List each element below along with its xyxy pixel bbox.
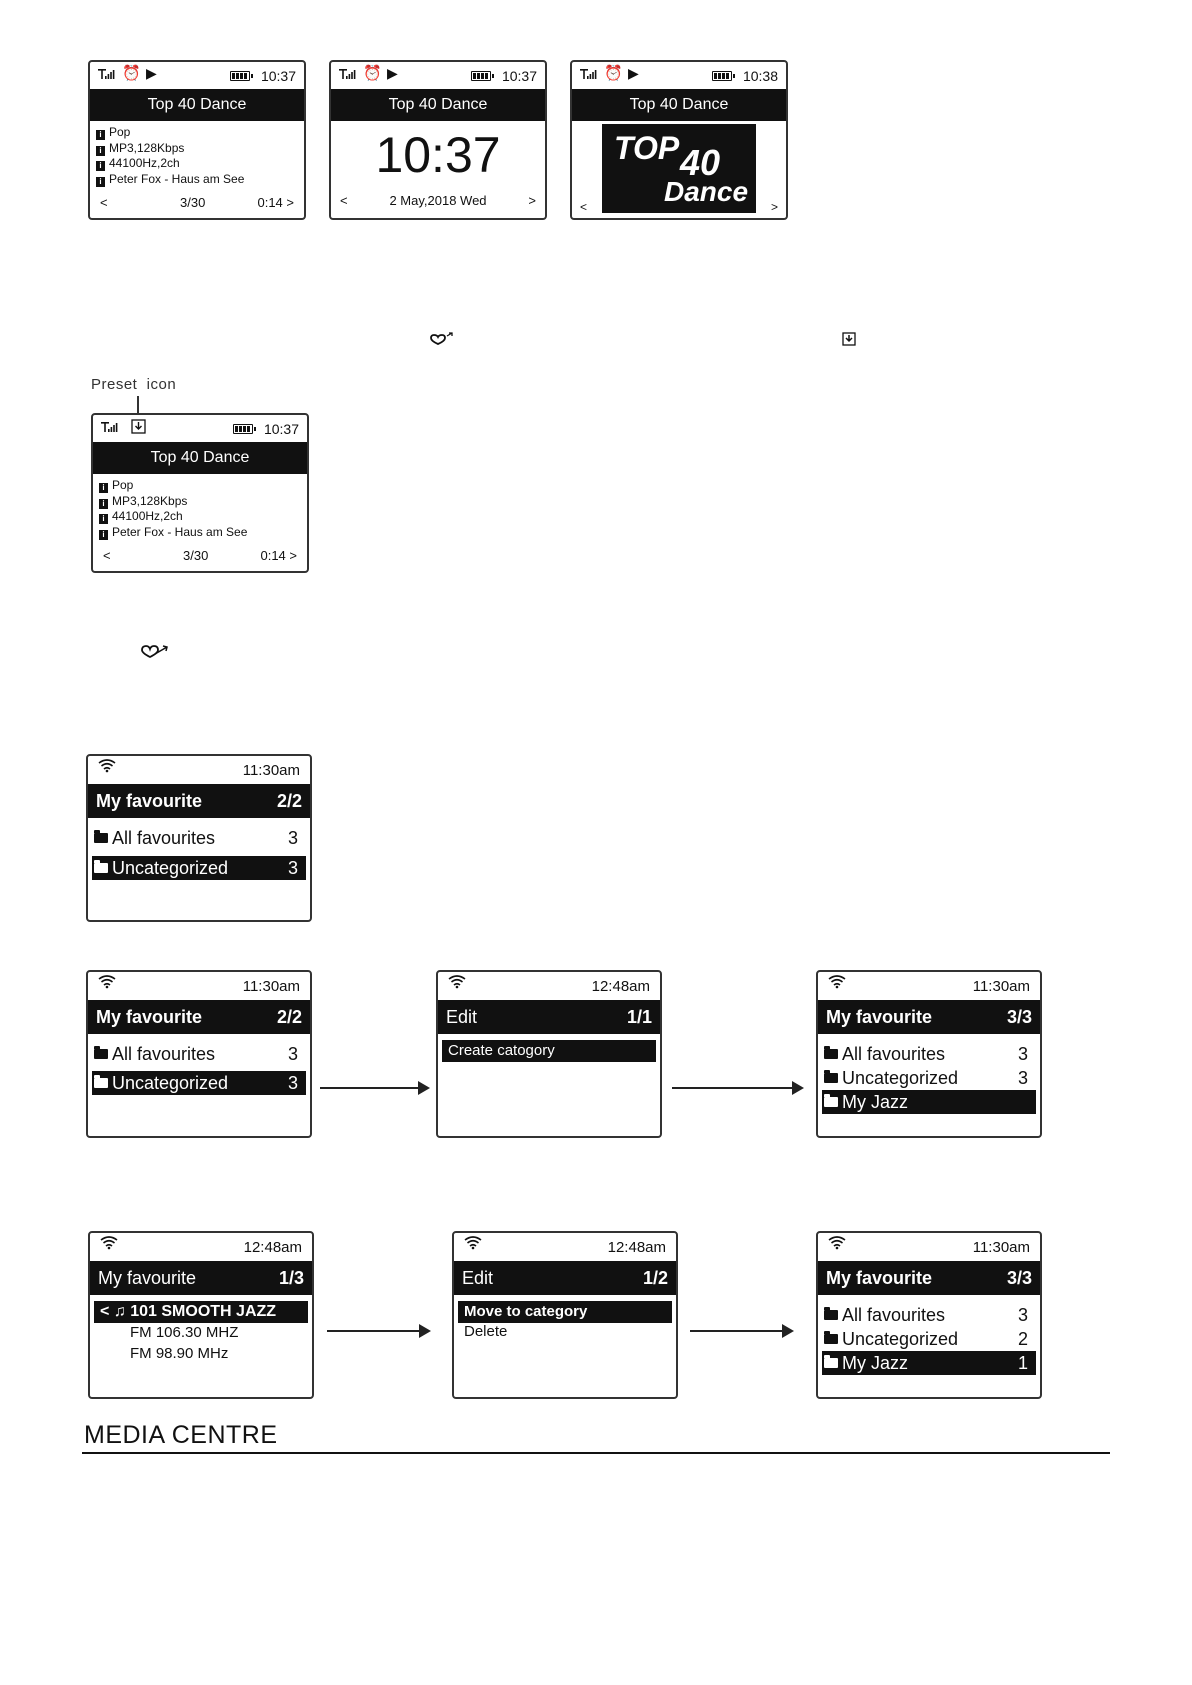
list-title: My favourite xyxy=(96,1007,203,1027)
info-icon: i xyxy=(99,499,108,509)
list-title-bar xyxy=(818,1261,1040,1295)
folder-icon xyxy=(824,1310,838,1320)
info-icon: i xyxy=(99,514,108,524)
folder-icon xyxy=(824,1097,838,1107)
clock-time: 10:37 xyxy=(501,68,537,84)
wifi-icon xyxy=(98,974,116,989)
play-icon: ▶ xyxy=(628,65,639,81)
list-title-bar xyxy=(88,1000,310,1034)
battery-icon xyxy=(233,424,253,434)
folder-icon xyxy=(824,1334,838,1344)
list-title: Edit xyxy=(462,1268,494,1288)
list-count: 1/2 xyxy=(642,1268,668,1288)
clock-time: 12:48am xyxy=(243,1239,302,1256)
station-title-bar xyxy=(331,89,545,121)
battery-icon xyxy=(471,71,491,81)
clock-time: 10:37 xyxy=(260,68,296,84)
signal-icon xyxy=(580,67,598,80)
clock-time: 11:30am xyxy=(242,978,300,995)
track-info-list xyxy=(96,125,244,187)
favourite-screen xyxy=(88,1231,314,1399)
flow-arrow xyxy=(327,1330,429,1332)
station-title-bar xyxy=(93,442,307,474)
info-icon: i xyxy=(96,146,105,156)
track-info-list xyxy=(99,478,247,540)
list-title: Edit xyxy=(446,1007,478,1027)
big-clock: 10:37 xyxy=(375,127,501,183)
play-icon: ▶ xyxy=(387,65,398,81)
preset-icon-caption: Preset icon xyxy=(91,376,177,393)
favourite-screen xyxy=(86,754,312,922)
date-text: 2 May,2018 Wed xyxy=(389,193,487,208)
wifi-icon xyxy=(100,1235,118,1250)
list-item-selected[interactable]: Uncategorized 3 xyxy=(92,1071,306,1095)
folder-icon xyxy=(824,1358,838,1368)
preset-icon xyxy=(131,419,146,434)
menu-item-delete[interactable]: Delete xyxy=(464,1323,508,1340)
list-title-bar xyxy=(438,1000,660,1034)
clock-time: 12:48am xyxy=(607,1239,666,1256)
list-item-selected[interactable]: My Jazz xyxy=(822,1090,1036,1114)
list-title: My favourite xyxy=(826,1268,933,1288)
add-favourite-icon xyxy=(430,332,454,346)
playing-screen-clock xyxy=(329,60,547,220)
playing-screen-logo xyxy=(570,60,788,220)
flow-arrow xyxy=(320,1087,428,1089)
station-logo: TOP 40 Dance xyxy=(602,124,756,213)
favourite-screen xyxy=(86,970,312,1138)
station-title-bar xyxy=(572,89,786,121)
info-row: i MP3,128Kbps xyxy=(96,141,244,157)
elapsed-time: 0:14 > xyxy=(260,548,297,563)
list-item-selected[interactable]: Uncategorized 3 xyxy=(92,856,306,880)
folder-icon xyxy=(94,1049,108,1059)
prev-arrow[interactable]: < xyxy=(100,195,108,210)
station-title: Top 40 Dance xyxy=(388,96,488,113)
list-item[interactable]: All favourites 3 xyxy=(822,1042,1036,1066)
signal-icon xyxy=(101,420,119,433)
menu-item-move-to-category[interactable]: Move to category xyxy=(458,1301,672,1323)
list-title-bar xyxy=(454,1261,676,1295)
info-icon: i xyxy=(96,177,105,187)
list-item[interactable]: Uncategorized 2 xyxy=(822,1327,1036,1351)
remove-favourite-icon xyxy=(141,643,171,659)
edit-screen xyxy=(436,970,662,1138)
next-arrow[interactable]: > xyxy=(770,200,778,214)
next-arrow[interactable]: > xyxy=(528,193,536,208)
folder-icon xyxy=(94,863,108,873)
prev-arrow[interactable]: < xyxy=(580,200,588,214)
folder-icon xyxy=(94,833,108,843)
list-item[interactable]: All favourites 3 xyxy=(822,1303,1036,1327)
wifi-icon xyxy=(448,974,466,989)
info-icon: i xyxy=(96,161,105,171)
clock-time: 10:37 xyxy=(263,421,299,437)
list-item[interactable]: Uncategorized 3 xyxy=(822,1066,1036,1090)
list-title-bar xyxy=(818,1000,1040,1034)
list-count: 1/3 xyxy=(278,1268,304,1288)
play-icon: ▶ xyxy=(146,65,157,81)
info-row: i 44100Hz,2ch xyxy=(99,509,247,525)
list-item[interactable]: All favourites 3 xyxy=(92,826,306,850)
alarm-icon: ⏰ xyxy=(122,65,141,82)
list-item-selected[interactable]: My Jazz 1 xyxy=(822,1351,1036,1375)
alarm-icon: ⏰ xyxy=(363,65,382,82)
favourite-screen xyxy=(816,1231,1042,1399)
list-title: My favourite xyxy=(98,1268,197,1288)
wifi-icon xyxy=(464,1235,482,1250)
wifi-icon xyxy=(828,1235,846,1250)
list-title-bar xyxy=(90,1261,312,1295)
playing-screen-preset xyxy=(91,413,309,573)
clock-time: 11:30am xyxy=(242,762,300,779)
battery-icon xyxy=(712,71,732,81)
station-title: Top 40 Dance xyxy=(629,96,729,113)
info-row: i Pop xyxy=(99,478,247,494)
station-title: Top 40 Dance xyxy=(150,449,250,466)
station-item[interactable]: FM 98.90 MHz xyxy=(130,1345,229,1362)
menu-item-create-category[interactable]: Create catogory xyxy=(442,1040,656,1062)
station-item-selected[interactable]: < ♫ 101 SMOOTH JAZZ xyxy=(94,1301,308,1323)
prev-arrow[interactable]: < xyxy=(340,193,348,208)
edit-screen xyxy=(452,1231,678,1399)
station-title: Top 40 Dance xyxy=(147,96,247,113)
info-row: i 44100Hz,2ch xyxy=(96,156,244,172)
flow-arrow xyxy=(672,1087,802,1089)
folder-icon xyxy=(94,1078,108,1088)
clock-time: 11:30am xyxy=(972,1239,1030,1256)
list-count: 1/1 xyxy=(626,1007,652,1027)
favourite-screen xyxy=(816,970,1042,1138)
list-count: 2/2 xyxy=(276,1007,302,1027)
playing-screen-info xyxy=(88,60,306,220)
track-position: 3/30 xyxy=(180,195,206,210)
clock-time: 12:48am xyxy=(591,978,650,995)
info-row: i Peter Fox - Haus am See xyxy=(96,172,244,188)
track-position: 3/30 xyxy=(183,548,209,563)
info-icon: i xyxy=(96,130,105,140)
preset-download-icon xyxy=(842,332,856,346)
section-rule xyxy=(82,1452,1110,1454)
info-icon: i xyxy=(99,483,108,493)
section-heading: MEDIA CENTRE xyxy=(84,1421,278,1449)
folder-icon xyxy=(824,1073,838,1083)
info-icon: i xyxy=(99,530,108,540)
list-count: 3/3 xyxy=(1006,1007,1032,1027)
list-title: My favourite xyxy=(96,791,203,811)
clock-time: 11:30am xyxy=(972,978,1030,995)
list-count: 2/2 xyxy=(276,791,302,811)
list-count: 3/3 xyxy=(1006,1268,1032,1288)
wifi-icon xyxy=(828,974,846,989)
clock-time: 10:38 xyxy=(742,68,778,84)
station-title-bar xyxy=(90,89,304,121)
signal-icon xyxy=(98,67,116,80)
flow-arrow xyxy=(690,1330,792,1332)
prev-arrow[interactable]: < xyxy=(103,548,111,563)
list-item[interactable]: All favourites 3 xyxy=(92,1042,306,1066)
folder-icon xyxy=(824,1049,838,1059)
signal-icon xyxy=(339,67,357,80)
list-title-bar xyxy=(88,784,310,818)
list-title: My favourite xyxy=(826,1007,933,1027)
battery-icon xyxy=(230,71,250,81)
info-row: i Pop xyxy=(96,125,244,141)
alarm-icon: ⏰ xyxy=(604,65,623,82)
wifi-icon xyxy=(98,758,116,773)
info-row: i Peter Fox - Haus am See xyxy=(99,525,247,541)
info-row: i MP3,128Kbps xyxy=(99,494,247,510)
elapsed-time: 0:14 > xyxy=(257,195,294,210)
station-item[interactable]: FM 106.30 MHZ xyxy=(130,1324,239,1341)
